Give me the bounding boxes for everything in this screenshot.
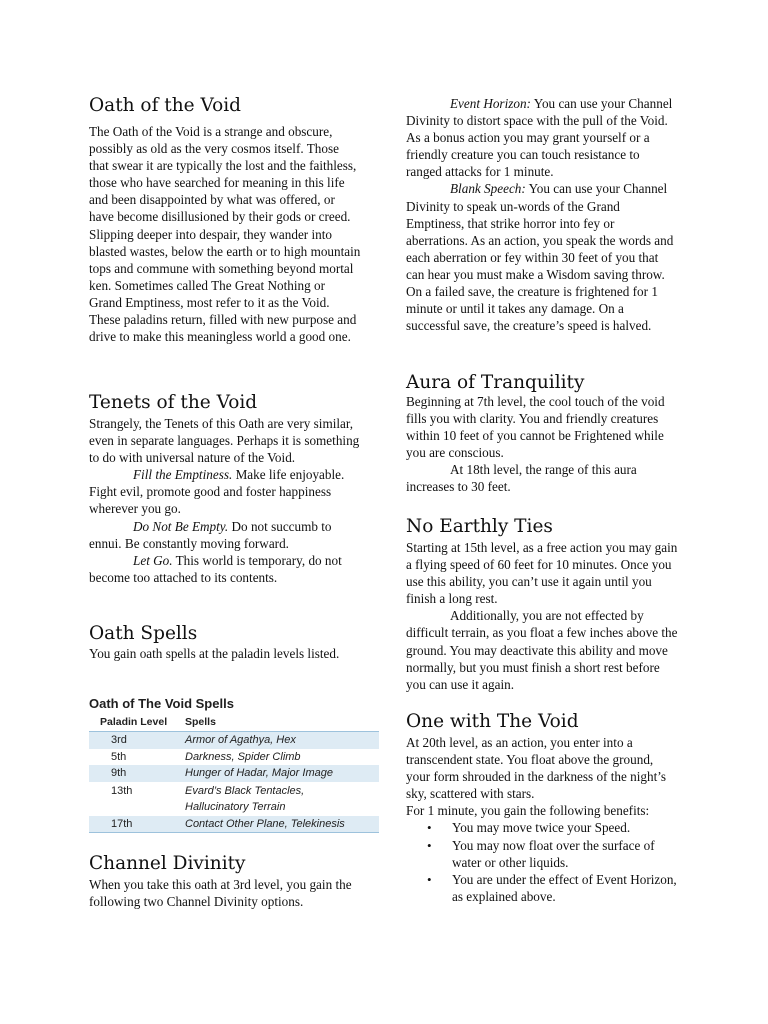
row-level: 13th <box>111 784 133 797</box>
oath-title: Oath of the Void <box>89 95 242 116</box>
benefit-text: You are under the effect of Event Horizon, as explained above. <box>452 871 677 904</box>
table-row <box>89 782 379 816</box>
void-one-text-2: For 1 minute, you gain the following benefits: <box>406 803 650 819</box>
ties-text-2-wrap <box>406 607 678 692</box>
row-spells: Evard’s Black Tentacles, Hallucinatory Terrain <box>185 784 305 813</box>
event-horizon-text: You can use your Channel Divinity to distort space with the pull of the Void. As a bonus action you may grant yourself or a friendly creature you can touch resistance to ranged attacks for 1 minute. <box>406 96 673 180</box>
tenet-text: Do not succumb to ennui. Be constantly moving forward. <box>89 518 332 551</box>
row-level: 9th <box>89 765 185 782</box>
bullet-icon: • <box>427 871 432 887</box>
event-horizon-name: Event Horizon: <box>450 96 531 111</box>
column-header-spells: Spells <box>185 716 216 728</box>
channel-text: When you take this oath at 3rd level, you gain the following two Channel Divinity options. <box>89 877 352 910</box>
row-spells: Hunger of Hadar, Major Image <box>185 765 379 782</box>
tenet-text: Make life enjoyable. Fight evil, promote good and foster happiness wherever you go. <box>89 467 345 517</box>
row-level: 3rd <box>89 732 185 749</box>
list-item <box>406 871 678 905</box>
list-item <box>406 837 678 871</box>
ties-title: No Earthly Ties <box>406 516 553 537</box>
blank-speech <box>406 180 678 334</box>
tenet-item <box>89 552 361 586</box>
tenet-item <box>89 466 361 517</box>
tenet-name: Let Go. <box>133 552 173 568</box>
list-item <box>406 819 678 836</box>
tenets-title: Tenets of the Void <box>89 392 258 413</box>
blank-speech-name: Blank Speech: <box>450 181 526 197</box>
tenets-body <box>89 415 361 586</box>
spells-table <box>89 713 379 833</box>
oath-intro: The Oath of the Void is a strange and obscure, possibly as old as the very cosmos itself. Those that swear it are typically the lost and the faithless, those who have searched for meaning in this life and been disappointed by what was offered, or have become disillusioned by their gods or creed. Slipping deeper into despair, they wander into blasted wastes, below the earth or to high mountain tops and commune with something beyond mortal ken. Sometimes called The Great Nothing or Grand Emptiness, most refer to it as the Void. These paladins return, filled with new purpose and drive to make this meaningless world a good one. <box>89 124 361 345</box>
event-horizon <box>406 95 678 180</box>
table-row <box>89 732 379 749</box>
bullet-icon: • <box>427 820 432 836</box>
row-spells: Darkness, Spider Climb <box>185 750 301 763</box>
benefit-text: You may move twice your Speed. <box>452 820 631 836</box>
ties-text-1: Starting at 15th level, as a free action you may gain a flying speed of 60 feet for 10 minutes. Once you use this ability, you can’t use it again until you finish a long rest. <box>406 540 678 607</box>
benefit-text: You may now float over the surface of water or other liquids. <box>452 837 655 870</box>
benefits-list <box>406 819 678 904</box>
tenet-text: This world is temporary, do not become too attached to its contents. <box>89 552 342 585</box>
aura-text-2-wrap <box>406 461 678 495</box>
tenets-intro: Strangely, the Tenets of this Oath are very similar, even in separate languages. Perhaps it is something to do with universal nature of the Void. <box>89 416 360 466</box>
table-row <box>89 816 379 833</box>
column-header-level: Paladin Level <box>100 716 168 728</box>
table-row <box>89 765 379 782</box>
void-one-title: One with The Void <box>406 711 579 732</box>
table-row <box>89 749 379 766</box>
aura-title: Aura of Tranquility <box>406 372 585 393</box>
ties-body <box>406 539 678 693</box>
row-spells: Contact Other Plane, Telekinesis <box>185 816 379 833</box>
bullet-icon: • <box>427 837 432 853</box>
oath-spells-text: You gain oath spells at the paladin levels listed. <box>89 646 340 661</box>
channel-title: Channel Divinity <box>89 853 246 874</box>
oath-spells-title: Oath Spells <box>89 623 198 644</box>
aura-body <box>406 393 678 496</box>
row-spells: Armor of Agathya, Hex <box>185 732 379 749</box>
row-level: 17th <box>89 816 185 833</box>
channel-options <box>406 95 678 334</box>
spells-table-title: Oath of The Void Spells <box>89 696 234 711</box>
ties-text-2: Additionally, you are not effected by difficult terrain, as you float a few inches above the ground. You may deactivate this ability and move normally, but you must finish a short rest before you can use it again. <box>406 608 678 692</box>
tenet-name: Fill the Emptiness. <box>133 467 233 483</box>
aura-text-2: At 18th level, the range of this aura increases to 30 feet. <box>406 462 637 495</box>
tenet-name: Do Not Be Empty. <box>133 518 229 534</box>
row-level: 5th <box>111 750 127 763</box>
aura-text-1: Beginning at 7th level, the cool touch of the void fills you with clarity. You and friendly creatures within 10 feet of you cannot be Frightened while you are conscious. <box>406 394 665 461</box>
void-one-text-1: At 20th level, as an action, you enter into a transcendent state. You float above the ground, your form shrouded in the darkness of the night’s sky, scattered with stars. <box>406 735 667 802</box>
void-one-body <box>406 734 678 905</box>
tenet-item <box>89 518 361 552</box>
blank-speech-text: You can use your Channel Divinity to speak un-words of the Grand Emptiness, that strike horror into fey or aberrations. As an action, you speak the words and each aberration or fey within 30 feet of you that can hear you must make a Wisdom saving throw. On a failed save, the creature is frightened for 1 minute or until it takes any damage. On a successful save, the creature’s speed is halved. <box>406 181 674 334</box>
